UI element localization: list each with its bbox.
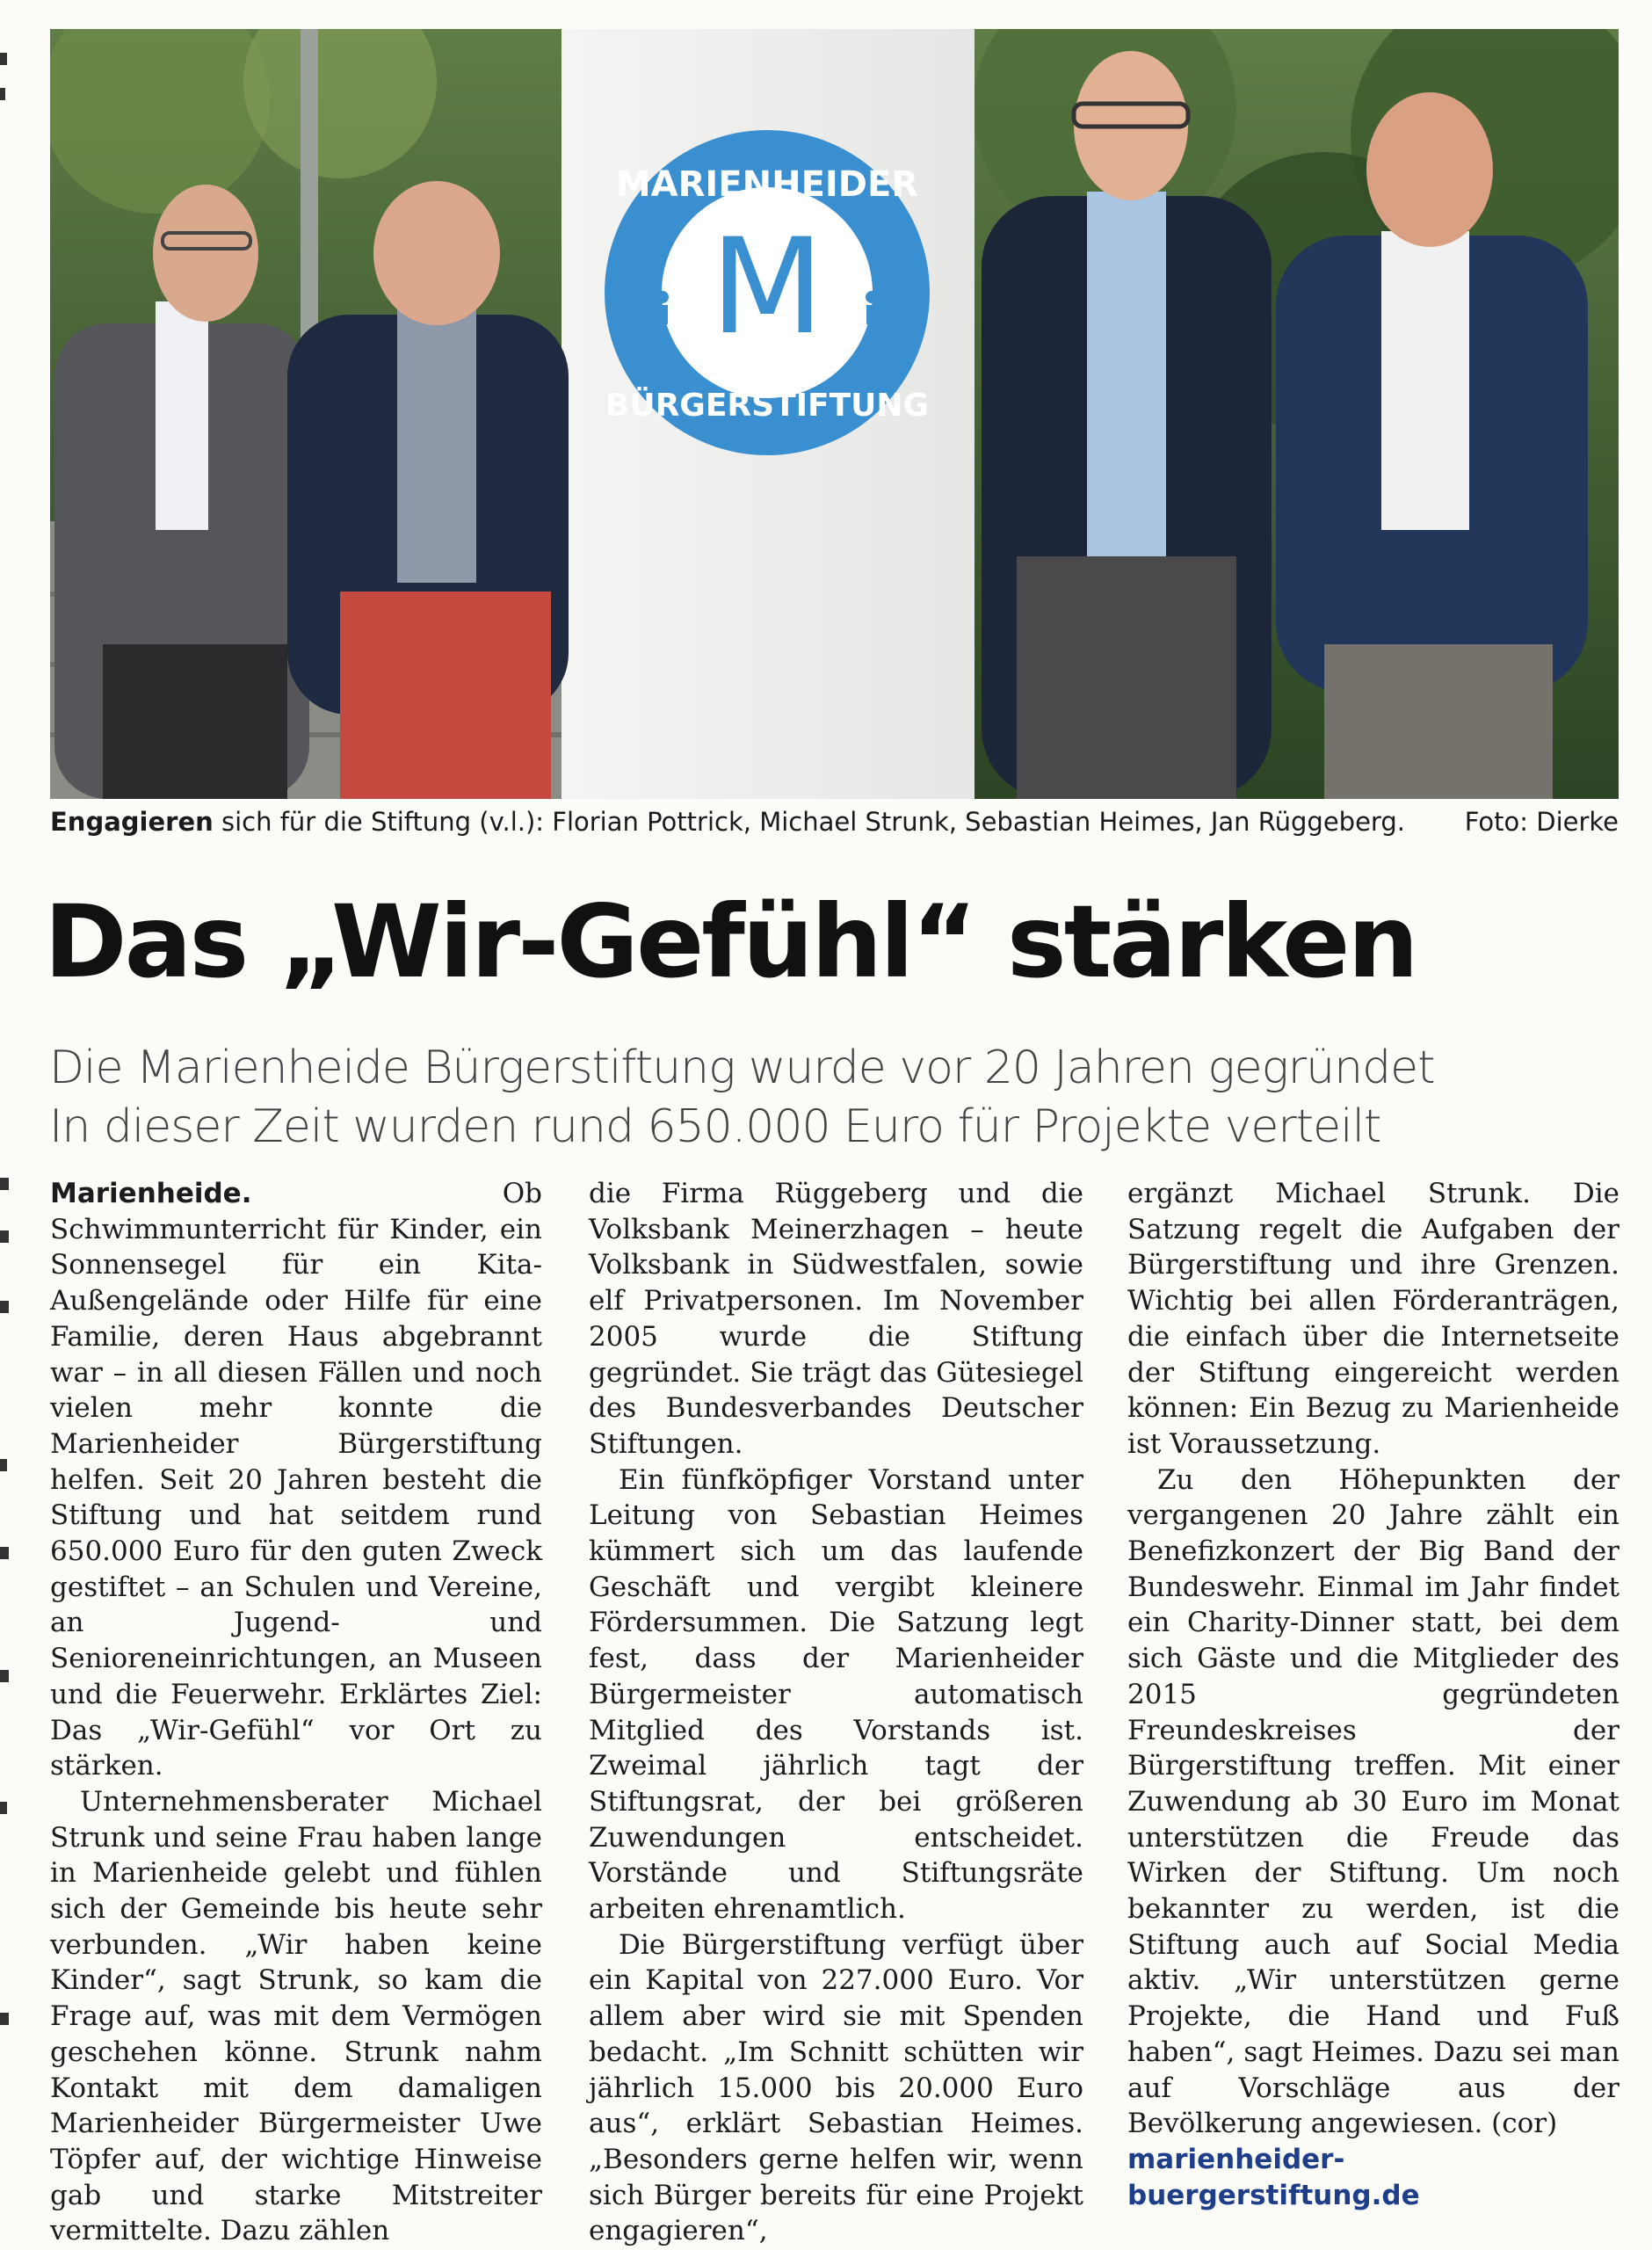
logo-bottom-text: BÜRGERSTIFTUNG (605, 388, 930, 424)
people-icon-right (866, 286, 915, 324)
article-paragraph: Die Bürgerstiftung verfügt über ein Kapital von 227.000 Euro. Vor allem aber wird sie mit Spenden bedacht. „Im Schnitt schütten wir jährlich 15.000 bis 20.000 Euro aus“, erklärt Sebastian Heimes. „Besonders gerne helfen wir, wenn sich Bürger bereits für eine Projekt engagieren“, (589, 1928, 1083, 2247)
headline: Das „Wir-Gefühl“ stärken (44, 883, 1417, 1000)
article-photo (50, 29, 1619, 799)
caption-text: sich für die Stiftung (v.l.): Florian Pottrick, Michael Strunk, Sebastian Heimes, Jan Rüggeberg. (213, 807, 1405, 837)
photo-caption (50, 807, 1619, 837)
subheadline-line-1: Die Marienheide Bürgerstiftung wurde vor 20 Jahren gegründet (49, 1042, 1435, 1094)
foundation-logo (605, 130, 930, 455)
paragraph-text: Ob Schwimmunterricht für Kinder, ein Sonnensegel für ein Kita-Außengelände oder Hilfe für eine Familie, deren Haus abgebrannt war – in all diesen Fällen und noch vielen mehr konnte die Marienheider Bürgerstiftung helfen. Seit 20 Jahren besteht die Stiftung und hat seitdem rund 650.000 Euro für den guten Zweck gestiftet – an Schulen und Vereine, an Jugend- und Senioreneinrichtungen, an Museen und die Feuerwehr. Erklärtes Ziel: Das „Wir-Gefühl“ vor Ort zu stärken. (50, 1178, 542, 1782)
article-column-2 (589, 1176, 1083, 2249)
article-paragraph: die Firma Rüggeberg und die Volksbank Meinerzhagen – heute Volksbank in Südwestfalen, sowie elf Privatpersonen. Im November 2005 wurde die Stiftung gegründet. Sie trägt das Gütesiegel des Bundesverbandes Deutscher Stiftungen. (589, 1178, 1083, 1460)
subheadline-line-2: In dieser Zeit wurden rund 650.000 Euro für Projekte verteilt (49, 1100, 1381, 1153)
logo-top-text: MARIENHEIDER (615, 164, 919, 205)
website-link[interactable]: marienheider-buergerstiftung.de (1127, 2143, 1420, 2211)
article-paragraph: Zu den Höhepunkten der vergangenen 20 Jahre zählt ein Benefizkonzert der Big Band der Bundeswehr. Einmal im Jahr findet ein Charity-Dinner statt, bei dem sich Gäste und die Mitglieder des 2015 gegründeten Freundeskreises der Bürgerstiftung treffen. Mit einer Zuwendung ab 30 Euro im Monat unterstützen die Freude das Wirken der Stiftung. Um noch bekannter zu werden, ist die Stiftung auch auf Social Media aktiv. „Wir unterstützen gerne Projekte, die Hand und Fuß haben“, sagt Heimes. Dazu sei man auf Vorschläge aus der Bevölkerung angewiesen. (cor) (1127, 1463, 1619, 2140)
article-column-1 (50, 1176, 542, 2249)
people-icon-left (620, 286, 669, 324)
dateline: Marienheide. (50, 1178, 252, 1209)
logo-letter: M (710, 211, 824, 364)
article-paragraph (50, 1176, 542, 1784)
article-paragraph: Unternehmensberater Michael Strunk und seine Frau haben lange in Marienheide gelebt und fühlen sich der Gemeinde bis heute sehr verbunden. „Wir haben keine Kinder“, sagt Strunk, so kam die Frage auf, was mit dem Vermögen geschehen könne. Strunk nahm Kontakt mit dem damaligen Marienheider Bürgermeister Uwe Töpfer auf, der wichtige Hinweise gab und starke Mitstreiter vermittelte. Dazu zählen (50, 1785, 542, 2247)
photo-credit: Foto: Dierke (1464, 807, 1619, 837)
page-edge-marks (0, 53, 19, 2215)
article-paragraph: Ein fünfköpfiger Vorstand unter Leitung von Sebastian Heimes kümmert sich um das laufende Geschäft und vergibt kleinere Fördersummen. Die Satzung legt fest, dass der Marienheider Bürgermeister automatisch Mitglied des Vorstands ist. Zweimal jährlich tagt der Stiftungsrat, der bei größeren Zuwendungen entscheidet. Vorstände und Stiftungsräte arbeiten ehrenamtlich. (589, 1463, 1083, 1926)
article-column-3 (1127, 1176, 1619, 2213)
caption-lead: Engagieren (50, 807, 214, 837)
article-paragraph: ergänzt Michael Strunk. Die Satzung regelt die Aufgaben der Bürgerstiftung und ihre Grenzen. Wichtig bei allen Förderanträgen, die einfach über die Internetseite der Stiftung eingereicht werden können: Ein Bezug zu Marienheide ist Voraussetzung. (1127, 1178, 1619, 1460)
